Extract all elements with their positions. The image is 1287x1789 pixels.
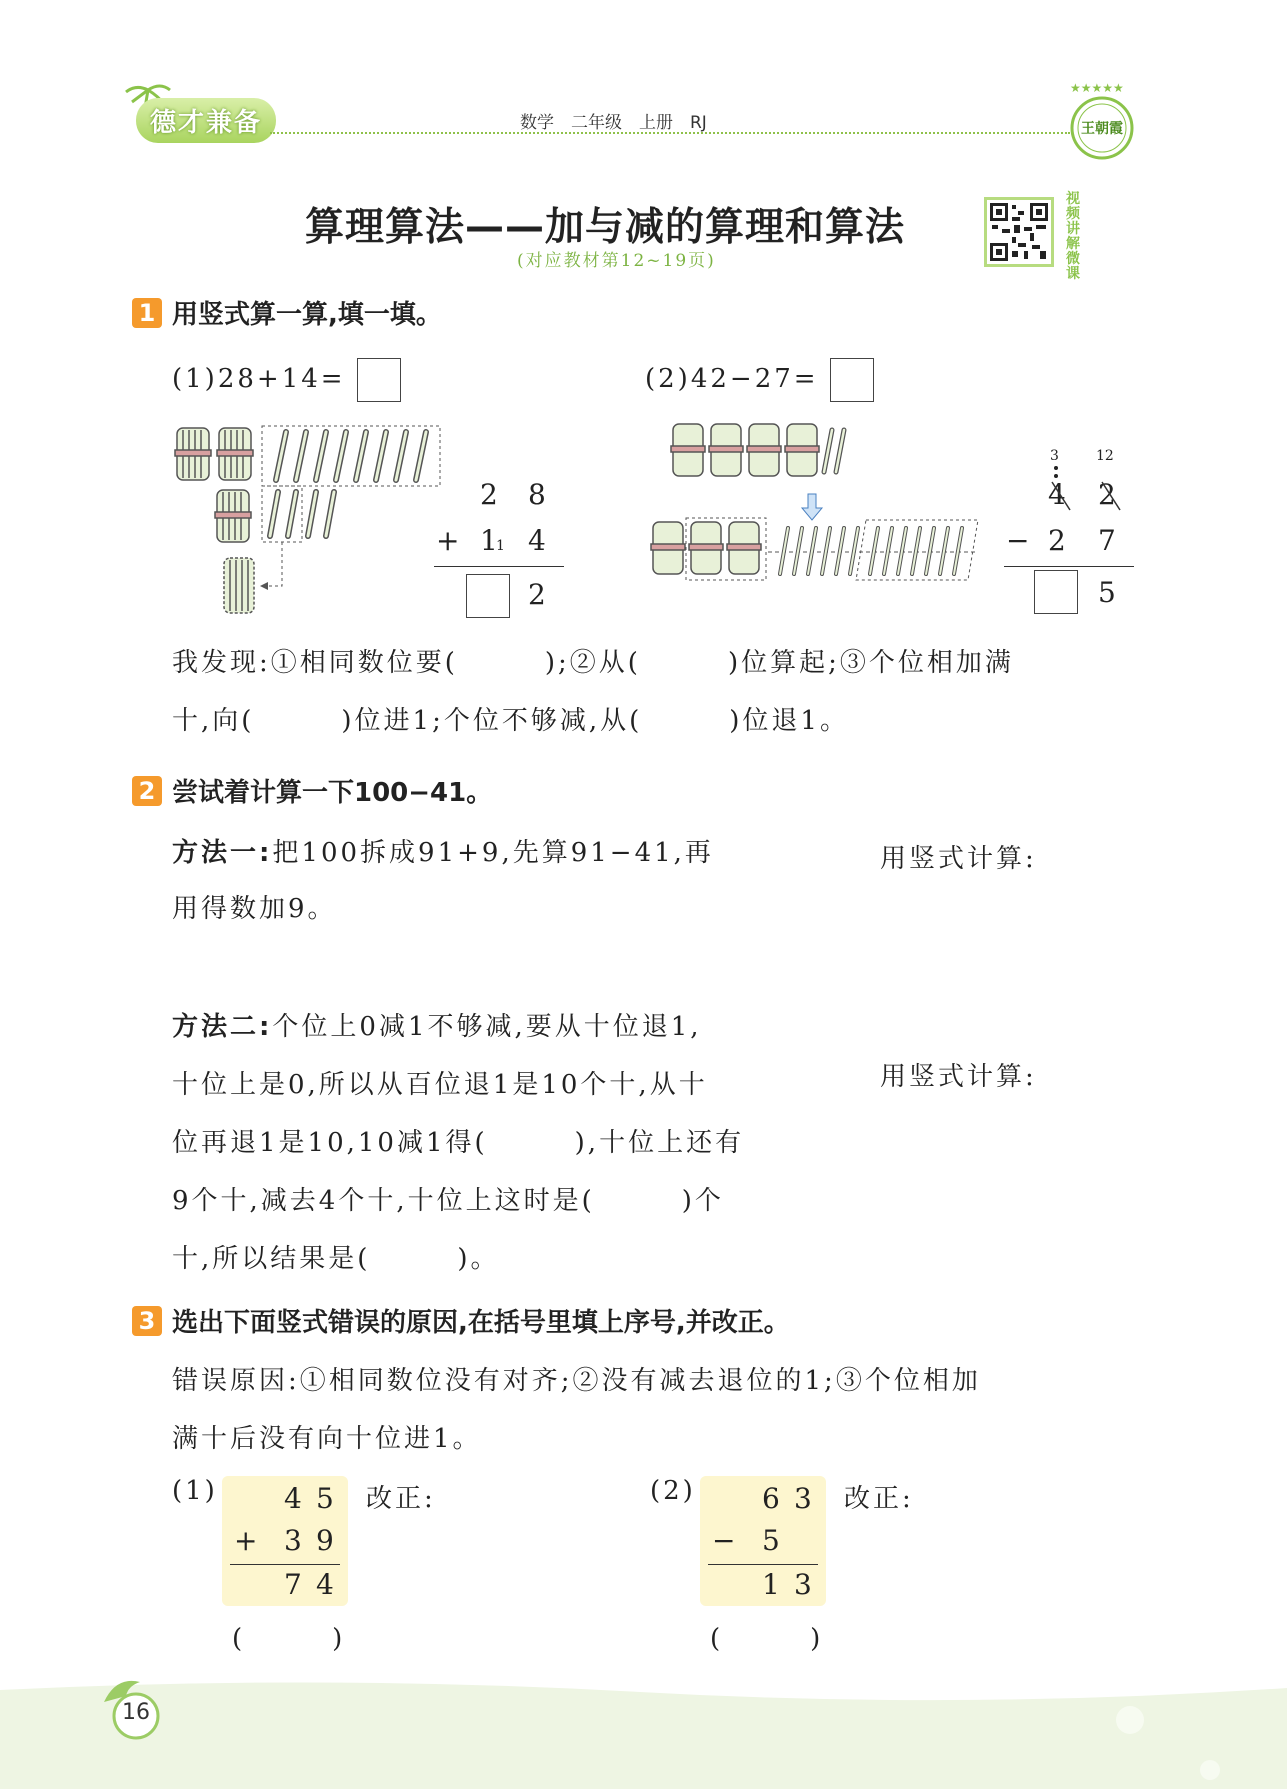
method2-text: 个位上0减1不够减,要从十位退1, [272,1012,702,1042]
q1-number: 1 [132,298,162,328]
digit: 5 [316,1482,334,1515]
stick-bundle-icon [224,558,254,613]
method1-label: 方法一: [172,838,273,868]
q2-method2-line3: 位再退1是10,10减1得( ),十位上还有 [172,1128,745,1158]
digit: 3 [794,1482,812,1515]
stick-bundle-icon [727,522,761,574]
sum-line [434,566,564,567]
q2-vertical-label-1: 用竖式计算: [880,844,1037,874]
digit: 4 [284,1482,302,1515]
q1-discover-line2: 十,向( )位进1;个位不够减,从( )位退1。 [172,706,849,736]
q3-reason-line2: 满十后没有向十位进1。 [172,1424,482,1454]
stick-bundle-icon [175,428,211,480]
borrow-digit: 3 [1050,448,1059,464]
q1-part1-answer-box[interactable] [357,358,401,402]
q1-add-tens-box[interactable] [466,574,510,618]
digit: 4 [316,1568,334,1601]
book-subject: 数学 二年级 上册 RJ [520,113,707,133]
strike-marks [1042,478,1132,514]
qr-label: 视频讲解微课 [1066,191,1080,282]
digit: 6 [762,1482,780,1515]
digit: 1 [762,1568,780,1601]
q3-p2-vertical [700,1476,826,1606]
plus-sign: + [436,524,460,557]
q2-method1-line1 [172,832,714,869]
footer-wave [0,1680,1287,1789]
digit: 3 [284,1524,302,1557]
digit: 7 [284,1568,302,1601]
q1-prompt [132,294,442,331]
stick-bundle-icon [651,522,685,574]
method2-label: 方法二: [172,1012,273,1042]
q3-prompt [132,1302,790,1339]
stick-bundle-icon [747,424,781,476]
digit: 8 [528,478,546,511]
page-number-badge [96,1672,166,1742]
digit: 9 [316,1524,334,1557]
digit: 2 [480,478,498,511]
digit: 7 [1098,524,1116,557]
stick-bundle-icon [215,490,251,542]
minus-sign: − [712,1524,736,1557]
q1-part2-label: (2)42−27= [645,364,819,394]
q2-method2-line1 [172,1006,702,1043]
q3-p2-label: (2) [650,1476,696,1506]
digit: 5 [1098,576,1116,609]
q2-number: 2 [132,776,162,806]
svg-text:★★★★★: ★★★★★ [1070,81,1124,95]
q2-vertical-label-2: 用竖式计算: [880,1062,1037,1092]
q1-part1-label: (1)28+14= [172,364,346,394]
stick-bundle-icon [689,522,723,574]
brand-logo [118,82,298,144]
q2-method1-line2: 用得数加9。 [172,894,337,924]
seal-text: 王朝霞 [1081,121,1123,137]
q3-reason-line1: 错误原因:①相同数位没有对齐;②没有减去退位的1;③个位相加 [172,1366,981,1396]
digit: 2 [1098,478,1116,511]
page-title: 算理算法——加与减的算理和算法 [305,205,906,250]
qr-icon [990,203,1048,261]
stick-bundle-icon [217,428,253,480]
stick-bundle-icon [709,424,743,476]
q3-number: 3 [132,1306,162,1336]
digit: 1 [480,524,498,557]
carry-digit: 1 [496,538,505,554]
arrow-down-icon [802,494,822,520]
q1-part1 [172,358,401,402]
q1-part2 [645,358,874,402]
q3-text: 选出下面竖式错误的原因,在括号里填上序号,并改正。 [172,1308,790,1338]
q1-subtraction-vertical [1002,448,1142,618]
q3-p1-label: (1) [172,1476,218,1506]
minus-sign: − [1006,524,1030,557]
digit: 4 [1048,478,1066,511]
q2-method2-line2: 十位上是0,所以从百位退1是10个十,从十 [172,1070,708,1100]
brand-text: 德才兼备 [136,98,276,143]
digit: 3 [794,1568,812,1601]
q2-method2-line5: 十,所以结果是( )。 [172,1244,500,1274]
sticks-illustration-subtraction [648,420,988,595]
q3-p2-fix-label: 改正: [844,1484,914,1514]
digit: 2 [528,578,546,611]
q3-p2-answer-paren[interactable]: ( ) [710,1624,824,1654]
page-subtitle: (对应教材第12~19页) [517,251,716,271]
plus-sign: + [234,1524,258,1557]
digit: 4 [528,524,546,557]
q1-text: 用竖式算一算,填一填。 [172,300,442,330]
borrow-dot [1054,466,1058,470]
sum-line [230,1564,340,1565]
q2-text: 尝试着计算一下100−41。 [172,778,493,808]
q2-prompt [132,772,492,809]
digit: 2 [1048,524,1066,557]
q1-addition-vertical [430,478,580,618]
borrow-digit: 12 [1096,448,1114,464]
method1-text: 把100拆成91+9,先算91−41,再 [272,838,714,868]
q1-part2-answer-box[interactable] [830,358,874,402]
sticks-illustration-addition [172,418,452,623]
q1-sub-tens-box[interactable] [1034,570,1078,614]
diff-line [708,1564,818,1565]
q2-method2-line4: 9个十,减去4个十,十位上这时是( )个 [172,1186,724,1216]
page-number: 16 [122,1700,150,1725]
stick-bundle-icon [671,424,705,476]
qr-code[interactable] [984,197,1054,267]
seal-logo [1066,80,1138,166]
stick-bundle-icon [785,424,819,476]
q3-p1-answer-paren[interactable]: ( ) [232,1624,346,1654]
digit: 5 [762,1524,780,1557]
q1-discover-line1: 我发现:①相同数位要( );②从( )位算起;③个位相加满 [172,648,1014,678]
q3-p1-vertical [222,1476,348,1606]
diff-line [1004,566,1134,567]
q3-p1-fix-label: 改正: [366,1484,436,1514]
